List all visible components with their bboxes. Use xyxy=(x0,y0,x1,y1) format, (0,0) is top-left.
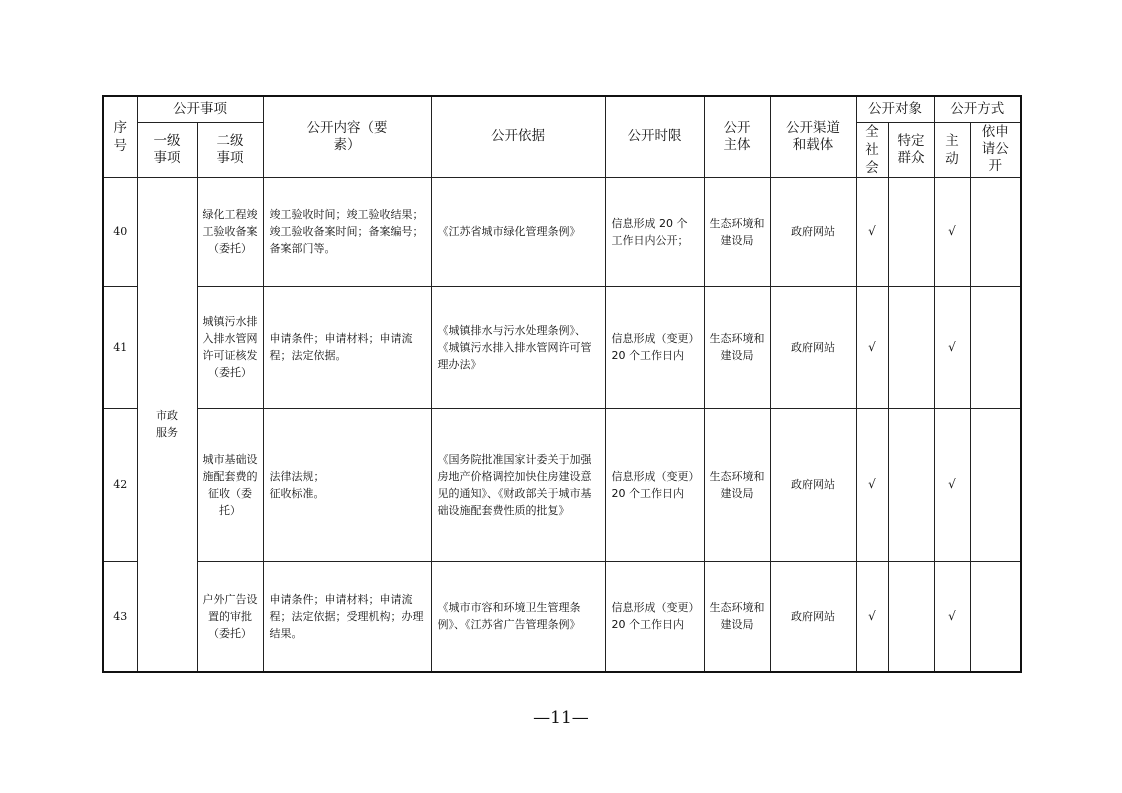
header-target-all: 全社会 xyxy=(856,122,888,177)
row-content: 申请条件；申请材料；申请流程；法定依据。 xyxy=(263,286,431,408)
page-number: —11— xyxy=(533,708,589,728)
header-level1: 一级事项 xyxy=(137,122,197,177)
header-basis: 公开依据 xyxy=(431,96,605,177)
header-seq: 序号 xyxy=(103,96,137,177)
row-basis: 《城市市容和环境卫生管理条例》、《江苏省广告管理条例》 xyxy=(431,561,605,672)
row-time-limit: 信息形成（变更）20 个工作日内 xyxy=(605,286,704,408)
row-channel: 政府网站 xyxy=(770,177,856,286)
row-time-limit: 信息形成（变更）20 个工作日内 xyxy=(605,561,704,672)
row-target-specific xyxy=(888,561,934,672)
row-method-active: √ xyxy=(934,408,970,561)
row-seq: 40 xyxy=(103,177,137,286)
category-cell: 市政服务 xyxy=(137,177,197,672)
row-basis: 《江苏省城市绿化管理条例》 xyxy=(431,177,605,286)
row-channel: 政府网站 xyxy=(770,408,856,561)
row-time-limit: 信息形成 20 个工作日内公开； xyxy=(605,177,704,286)
row-method-apply xyxy=(970,177,1021,286)
header-method-group: 公开方式 xyxy=(934,96,1021,122)
row-seq: 42 xyxy=(103,408,137,561)
row-subject: 生态环境和建设局 xyxy=(704,408,770,561)
row-content: 法律法规； 征收标准。 xyxy=(263,408,431,561)
header-time-limit: 公开时限 xyxy=(605,96,704,177)
header-level2: 二级事项 xyxy=(197,122,263,177)
row-target-specific xyxy=(888,286,934,408)
row-item: 户外广告设置的审批（委托） xyxy=(197,561,263,672)
header-items-group: 公开事项 xyxy=(137,96,263,122)
row-method-apply xyxy=(970,561,1021,672)
row-target-specific xyxy=(888,177,934,286)
row-channel: 政府网站 xyxy=(770,561,856,672)
row-basis: 《城镇排水与污水处理条例》、《城镇污水排入排水管网许可管理办法》 xyxy=(431,286,605,408)
row-target-all: √ xyxy=(856,408,888,561)
row-item: 城市基础设施配套费的征收（委托） xyxy=(197,408,263,561)
row-method-active: √ xyxy=(934,286,970,408)
header-method-apply: 依申请公开 xyxy=(970,122,1021,177)
header-method-active: 主动 xyxy=(934,122,970,177)
row-method-active: √ xyxy=(934,561,970,672)
row-channel: 政府网站 xyxy=(770,286,856,408)
header-channel: 公开渠道和载体 xyxy=(770,96,856,177)
row-target-all: √ xyxy=(856,286,888,408)
header-subject: 公开主体 xyxy=(704,96,770,177)
row-seq: 41 xyxy=(103,286,137,408)
header-target-specific: 特定群众 xyxy=(888,122,934,177)
row-subject: 生态环境和建设局 xyxy=(704,177,770,286)
table-row xyxy=(103,286,1021,408)
row-item: 城镇污水排入排水管网许可证核发（委托） xyxy=(197,286,263,408)
header-target-group: 公开对象 xyxy=(856,96,934,122)
row-subject: 生态环境和建设局 xyxy=(704,286,770,408)
row-target-all: √ xyxy=(856,177,888,286)
header-content: 公开内容（要素） xyxy=(263,96,431,177)
row-content: 申请条件；申请材料；申请流程；法定依据；受理机构；办理结果。 xyxy=(263,561,431,672)
row-method-apply xyxy=(970,286,1021,408)
row-basis: 《国务院批准国家计委关于加强房地产价格调控加快住房建设意见的通知》、《财政部关于城市基础设施配套费性质的批复》 xyxy=(431,408,605,561)
row-item: 绿化工程竣工验收备案（委托） xyxy=(197,177,263,286)
table-row xyxy=(103,561,1021,672)
row-target-specific xyxy=(888,408,934,561)
row-method-apply xyxy=(970,408,1021,561)
row-subject: 生态环境和建设局 xyxy=(704,561,770,672)
disclosure-table xyxy=(102,95,1022,673)
table-row xyxy=(103,408,1021,561)
row-method-active: √ xyxy=(934,177,970,286)
row-seq: 43 xyxy=(103,561,137,672)
row-time-limit: 信息形成（变更）20 个工作日内 xyxy=(605,408,704,561)
table-row xyxy=(103,177,1021,286)
row-target-all: √ xyxy=(856,561,888,672)
row-content: 竣工验收时间；竣工验收结果； 竣工验收备案时间；备案编号； 备案部门等。 xyxy=(263,177,431,286)
